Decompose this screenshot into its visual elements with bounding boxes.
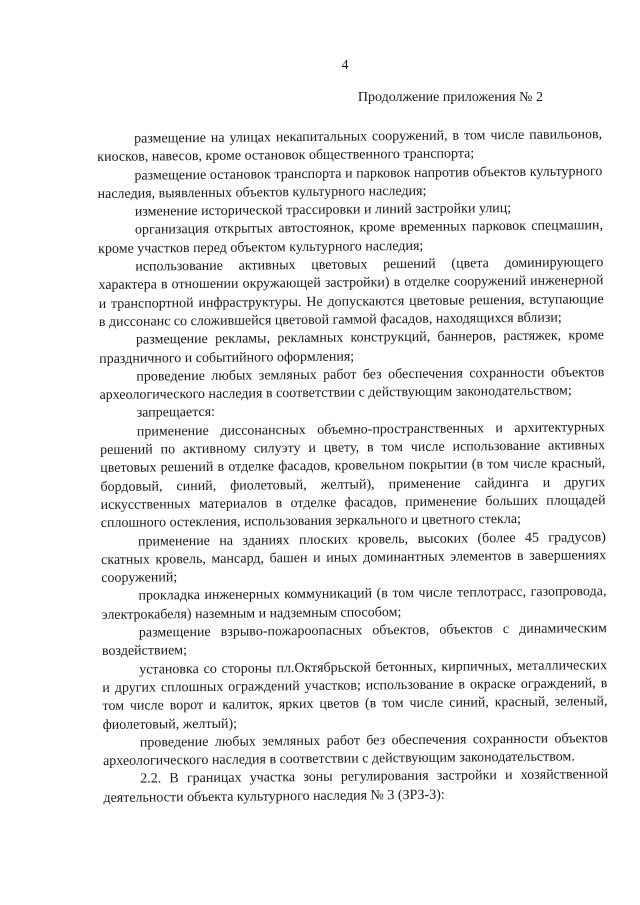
appendix-continuation-note: Продолжение приложения № 2 xyxy=(357,90,543,105)
paragraph: размещение остановок транспорта и парковок напротив объектов культурного наследия, выявленных объектов культурного наследия; xyxy=(97,163,603,202)
paragraph: прокладка инженерных коммуникаций (в том числе теплотрасс, газопровода, электрокабеля) наземным и надземным способом; xyxy=(101,584,607,623)
document-body xyxy=(97,126,608,808)
paragraph: проведение любых земляных работ без обеспечения сохранности объектов археологического наследия в соответствии с действующим законодательством. xyxy=(102,730,608,770)
paragraph: установка со стороны пл.Октябрьской бетонных, кирпичных, металлических и других сплошных ограждений участков; использование в окраске ограждений, в том числе ворот и калиток, ярких цветов (в том числе синий, красный, зеленый, фиолетовый, желтый); xyxy=(102,657,608,733)
paragraph: размещение на улицах некапитальных сооружений, в том числе павильонов, киосков, навесов, кроме остановок общественного транспорта; xyxy=(97,127,603,166)
paragraph: размещение взрыво-пожароопасных объектов, объектов с динамическим воздействием; xyxy=(101,621,607,660)
paragraph: изменение исторической трассировки и линий застройки улиц; xyxy=(134,201,512,220)
paragraph: применение на зданиях плоских кровель, высоких (более 45 градусов) скатных кровель, мансард, башен и иных доминантных элементов в завершениях сооружений; xyxy=(101,529,607,587)
section-heading-paragraph: 2.2. В границах участка зоны регулирования застройки и хозяйственной деятельности объекта культурного наследия № 3 (ЗРЗ-3): xyxy=(103,767,609,806)
paragraph: организация открытых автостоянок, кроме временных парковок спецмашин, кроме участков перед объектом культурного наследия; xyxy=(98,218,604,257)
paragraph: запрещается: xyxy=(136,405,216,422)
paragraph: размещение рекламы, рекламных конструкций, баннеров, растяжек, кроме праздничного и событийного оформления; xyxy=(99,328,605,367)
paragraph: применение диссонансных объемно-пространственных и архитектурных решений по активному силуэту и цвету, в том числе использование активных цветовых решений в отделке фасадов, кровельном покрытии (в том числе красный, бордовый, синий, фиолетовый, желтый), применение сайдинга и других искусственных материалов в отделке фасадов, применение больших площадей сплошного остекления, использования зеркального и цветного стекла; xyxy=(99,419,606,532)
paragraph: использование активных цветовых решений (цвета доминирующего характера в отношении окружающей застройки) в отделке сооружений инженерной и транспортной инфраструктуры. Не допускаются цветовые решения, вступающие в диссонанс со сложившейся цветовой гаммой фасадов, находящихся вблизи; xyxy=(98,255,604,330)
page-number: 4 xyxy=(341,58,349,73)
paragraph: проведение любых земляных работ без обеспечения сохранности объектов археологического наследия в соответствии с действующим законодательством; xyxy=(99,365,605,404)
